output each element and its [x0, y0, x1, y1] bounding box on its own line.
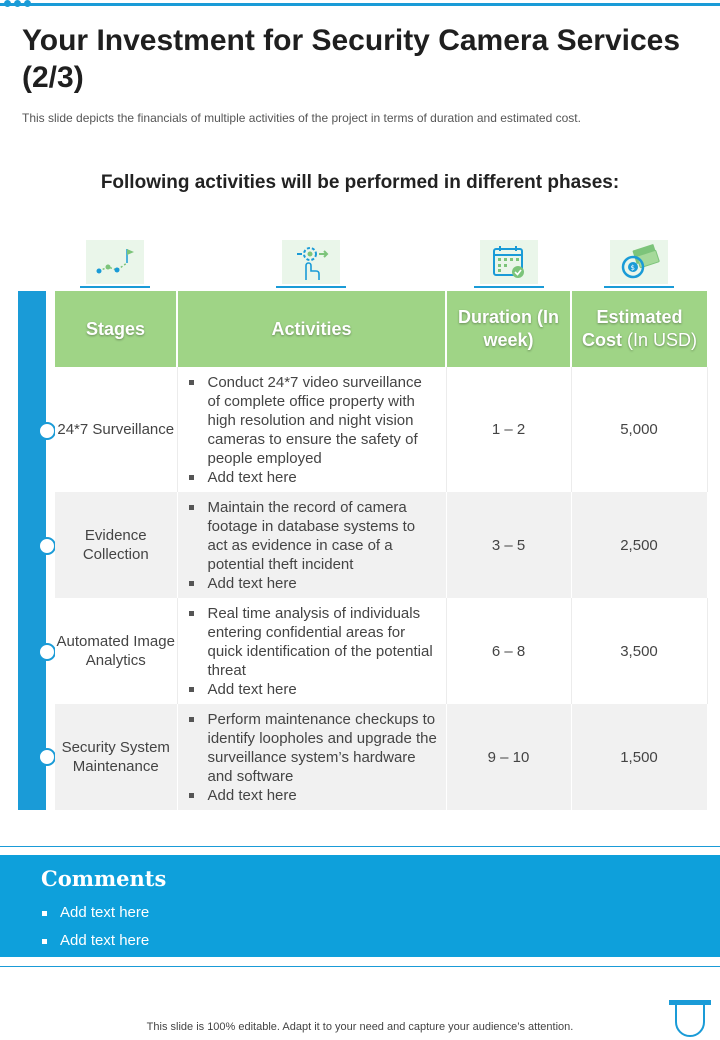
milestone-flag-icon: [86, 240, 144, 284]
timeline-dot: [38, 422, 56, 440]
activities-cell: [177, 367, 446, 492]
icon-underline: [276, 286, 346, 288]
stage-cell: 24*7 Surveillance: [55, 367, 177, 492]
comment-item: Add text here: [41, 899, 149, 927]
icon-underline: [80, 286, 150, 288]
touch-settings-icon: [282, 240, 340, 284]
footer-note: This slide is 100% editable. Adapt it to your need and capture your audience’s attention.: [146, 1021, 574, 1033]
calendar-check-icon: [480, 240, 538, 284]
duration-cell: 3 – 5: [446, 492, 571, 598]
stage-cell: Evidence Collection: [55, 492, 177, 598]
table-row: [55, 704, 707, 810]
duration-cell: 9 – 10: [446, 704, 571, 810]
cost-cell: 2,500: [571, 492, 707, 598]
icon-underline: [604, 286, 674, 288]
cost-header-unit: (In USD): [627, 330, 698, 350]
corner-badge-icon: [669, 1000, 711, 1040]
comment-item: Add text here: [41, 927, 149, 955]
timeline-dot: [38, 748, 56, 766]
activity-item: Add text here: [186, 468, 438, 487]
icon-underline: [474, 286, 544, 288]
cost-cell: 3,500: [571, 598, 707, 704]
activities-cell: [177, 704, 446, 810]
stage-cell: Security System Maintenance: [55, 704, 177, 810]
comments-list: [41, 899, 149, 955]
column-header-cost: [571, 291, 707, 367]
phases-heading: Following activities will be performed in different phases:: [100, 172, 620, 193]
activity-item: Real time analysis of individuals entering confidential areas for quick identification of the potential threat: [186, 604, 438, 680]
column-header-activities: Activities: [177, 291, 446, 367]
money-coin-icon: [610, 240, 668, 284]
activity-item: Add text here: [186, 574, 438, 593]
activity-item: Perform maintenance checkups to identify loopholes and upgrade the surveillance system’s hardware and software: [186, 710, 438, 786]
comments-bottom-rule: [0, 966, 720, 967]
duration-header-label: Duration (In week): [458, 307, 559, 350]
comments-top-rule: [0, 846, 720, 847]
activity-item: Add text here: [186, 680, 438, 699]
timeline-dot: [38, 643, 56, 661]
activities-cell: [177, 598, 446, 704]
column-header-stages: Stages: [55, 291, 177, 367]
cost-cell: 1,500: [571, 704, 707, 810]
top-accent-dots: [4, 0, 31, 9]
timeline-dot: [38, 537, 56, 555]
duration-cell: 6 – 8: [446, 598, 571, 704]
cost-header-label: Estimated Cost: [581, 307, 683, 350]
activity-item: Maintain the record of camera footage in database systems to act as evidence in case of a potential theft incident: [186, 498, 438, 574]
activity-item: Add text here: [186, 786, 438, 805]
table-header-row: [55, 291, 707, 367]
top-accent-bar: [0, 3, 720, 6]
table-row: [55, 492, 707, 598]
table-row: [55, 367, 707, 492]
activity-item: Conduct 24*7 video surveillance of complete office property with high resolution and night vision cameras to ensure the safety of people employed: [186, 373, 438, 468]
investment-table: [55, 291, 708, 810]
page-subtitle: This slide depicts the financials of multiple activities of the project in terms of duration and estimated cost.: [22, 111, 581, 125]
page-title: Your Investment for Security Camera Services (2/3): [22, 24, 681, 94]
svg-text:$: $: [630, 264, 635, 272]
comments-title: Comments: [41, 866, 167, 891]
activities-cell: [177, 492, 446, 598]
table-row: [55, 598, 707, 704]
column-header-duration: [446, 291, 571, 367]
cost-cell: 5,000: [571, 367, 707, 492]
duration-cell: 1 – 2: [446, 367, 571, 492]
stage-cell: Automated Image Analytics: [55, 598, 177, 704]
